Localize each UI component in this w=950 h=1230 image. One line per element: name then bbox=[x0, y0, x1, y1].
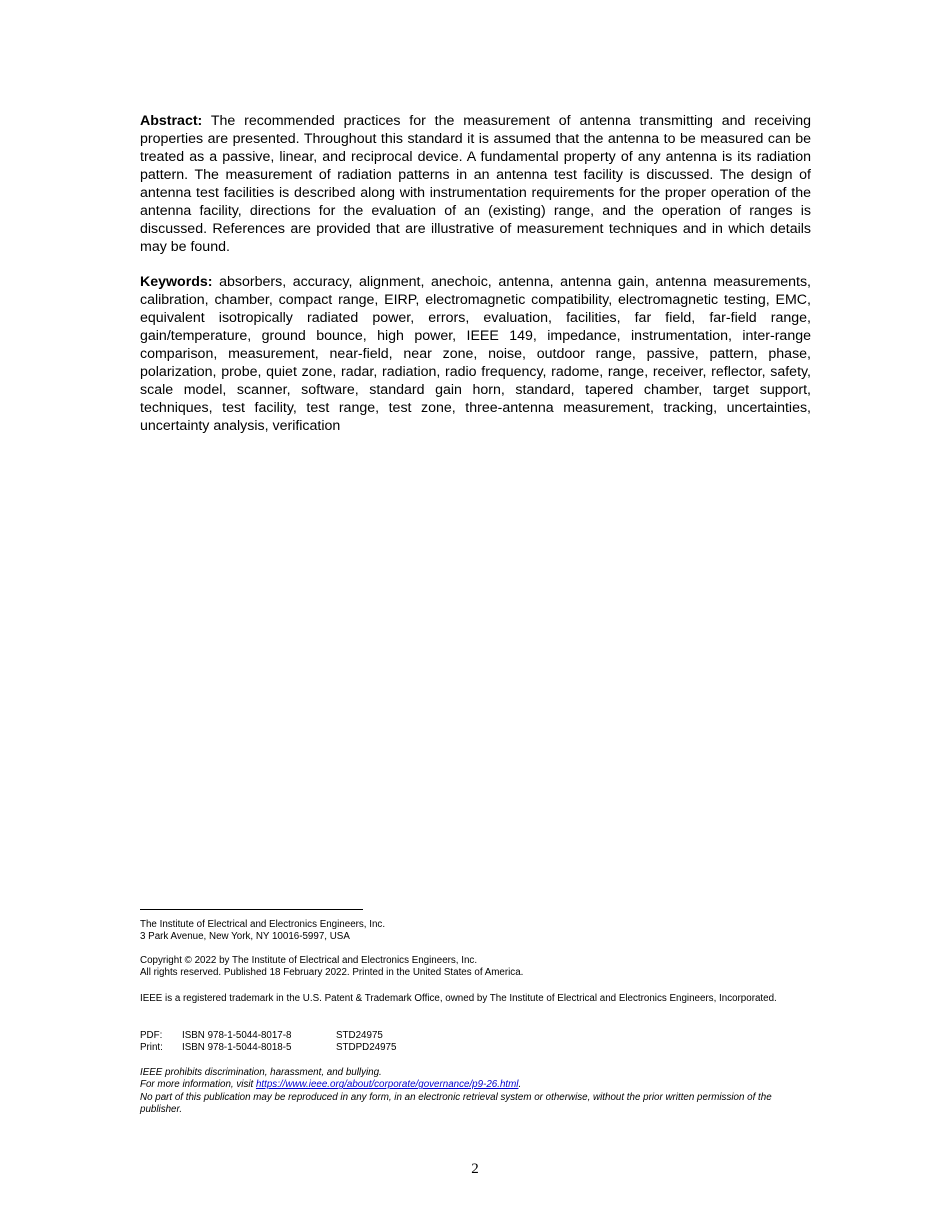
trademark-info bbox=[140, 993, 811, 1005]
publisher-name: The Institute of Electrical and Electronics Engineers, Inc. bbox=[140, 919, 386, 930]
more-info-suffix: . bbox=[518, 1079, 522, 1091]
keywords-text: absorbers, accuracy, alignment, anechoic, antenna, antenna gain, antenna measurements, calibration, chamber, compact range, EIRP, electromagnetic compatibility, electromagnetic testing, EMC, equivalent isotropically radiated power, errors, evaluation, facilities, far field, far-field range, gain/temperature, ground bounce, high power, IEEE 149, impedance, instrumentation, inter-range comparison, measurement, near-field, near zone, noise, outdoor range, passive, pattern, phase, polarization, probe, quiet zone, radar, radiation, radio frequency, radome, range, receiver, reflector, safety, scale model, scanner, software, standard gain horn, standard, tapered chamber, target support, techniques, test facility, test range, test zone, three-antenna measurement, tracking, uncertainties, uncertainty analysis, verification bbox=[140, 274, 811, 434]
keywords-section bbox=[140, 273, 811, 435]
isbn-row-print bbox=[140, 1042, 396, 1054]
abstract-text: The recommended practices for the measurement of antenna transmitting and receiving properties are presented. Throughout this standard it is assumed that the antenna to be measured can be treated as a passive, linear, and reciprocal device. A fundamental property of any antenna is its radiation pattern. The measurement of radiation patterns in an antenna test facility is discussed. The design of antenna test facilities is described along with instrumentation requirements for the proper operation of the antenna facility, directions for the evaluation of an (existing) range, and the operation of ranges is discussed. References are provided that are illustrative of measurement techniques and in which details may be found. bbox=[140, 113, 811, 255]
isbn-row-pdf bbox=[140, 1030, 396, 1042]
isbn-table bbox=[140, 1030, 811, 1055]
prohibits-line: IEEE prohibits discrimination, harassment, and bullying. bbox=[140, 1067, 382, 1078]
reproduction-notice: No part of this publication may be reproduced in any form, in an electronic retrieval system or otherwise, without the prior written permission of the publisher. bbox=[140, 1091, 772, 1115]
governance-link[interactable]: https://www.ieee.org/about/corporate/governance/p9-26.html bbox=[255, 1079, 519, 1091]
rights-line: All rights reserved. Published 18 February 2022. Printed in the United States of America. bbox=[140, 967, 524, 979]
legal-notice bbox=[140, 1067, 811, 1116]
abstract-paragraph bbox=[140, 112, 811, 256]
isbn-format: Print: bbox=[140, 1042, 163, 1054]
abstract-section bbox=[140, 112, 811, 256]
isbn-format: PDF: bbox=[140, 1030, 163, 1041]
keywords-paragraph bbox=[140, 273, 811, 435]
keywords-label: Keywords: bbox=[140, 274, 213, 290]
more-info-line bbox=[140, 1079, 811, 1091]
trademark-text: IEEE is a registered trademark in the U.S. Patent & Trademark Office, owned by The Institute of Electrical and Electronics Engineers, Incorporated. bbox=[140, 993, 777, 1004]
abstract-label: Abstract: bbox=[140, 113, 203, 129]
isbn-number: ISBN 978-1-5044-8017-8 bbox=[182, 1030, 292, 1041]
isbn-number: ISBN 978-1-5044-8018-5 bbox=[182, 1042, 292, 1054]
std-number: STDPD24975 bbox=[336, 1042, 397, 1054]
publisher-info bbox=[140, 919, 811, 944]
std-number: STD24975 bbox=[336, 1030, 383, 1041]
copyright-line: Copyright © 2022 by The Institute of Electrical and Electronics Engineers, Inc. bbox=[140, 955, 478, 966]
copyright-info bbox=[140, 955, 811, 980]
page-number: 2 bbox=[471, 1161, 479, 1177]
publisher-address: 3 Park Avenue, New York, NY 10016-5997, USA bbox=[140, 931, 350, 943]
more-info-prefix: For more information, visit bbox=[140, 1079, 256, 1091]
footnote-rule bbox=[140, 909, 363, 910]
